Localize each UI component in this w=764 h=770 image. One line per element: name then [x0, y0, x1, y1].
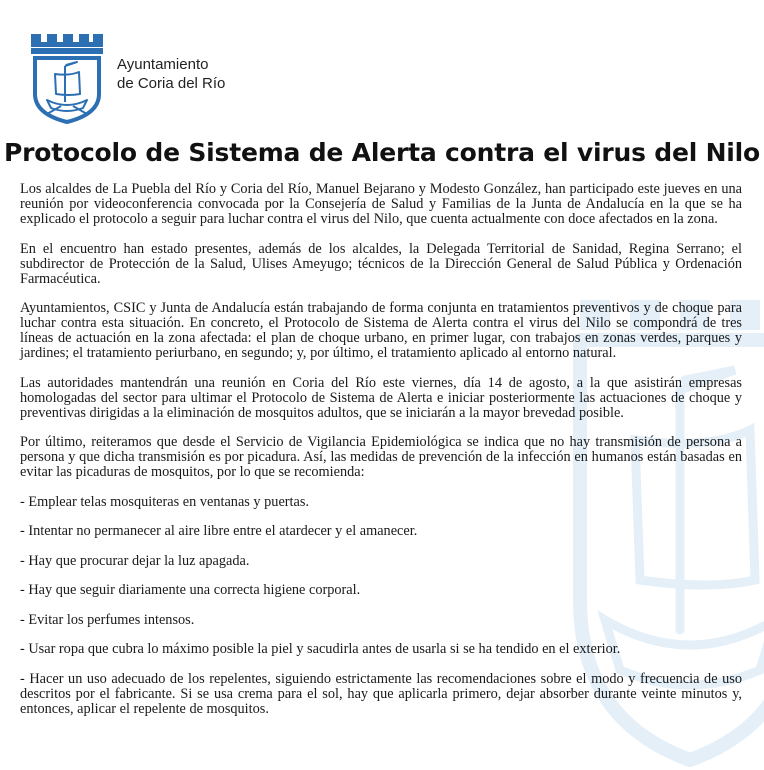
paragraph: Por último, reiteramos que desde el Servicio de Vigilancia Epidemiológica se indica que no hay transmisión de persona a persona y que dicha transmisión es por picadura. Así, las medidas de prevención de la infección en humanos están basadas en evitar las picaduras de mosquitos, por lo que se recomienda:	[20, 434, 742, 480]
recommendation-item: - Hay que procurar dejar la luz apagada.	[20, 552, 250, 569]
org-line-2: de Coria del Río	[117, 75, 226, 92]
coat-of-arms-logo	[27, 30, 107, 124]
recommendation-item: - Hacer un uso adecuado de los repelentes, siguiendo estrictamente las recomendaciones sobre el modo y frecuencia de uso descritos por el fabricante. Si se usa crema para el sol, hay que aplicarla primero, dejar absorber durante veinte minutos y, entonces, aplicar el repelente de mosquitos.	[20, 670, 742, 717]
org-line-1: Ayuntamiento	[117, 56, 209, 73]
header	[27, 30, 225, 124]
organization-name	[117, 55, 225, 93]
article-body	[20, 182, 742, 731]
paragraph: Las autoridades mantendrán una reunión en Coria del Río este viernes, día 14 de agosto, a la que asistirán empresas homologadas del sector para ultimar el Protocolo de Sistema de Alerta e iniciar posteriormente las actuaciones de choque y preventivas dirigidas a la eliminación de mosquitos adultos, que se iniciarán a la mayor brevedad posible.	[20, 374, 742, 421]
recommendation-item: - Evitar los perfumes intensos.	[20, 611, 195, 628]
page-title: Protocolo de Sistema de Alerta contra el virus del Nilo	[3, 138, 761, 167]
recommendation-item: - Hay que seguir diariamente una correcta higiene corporal.	[20, 582, 361, 598]
recommendation-item: - Usar ropa que cubra lo máximo posible la piel y sacudirla antes de usarla si se ha tendido en el exterior.	[20, 641, 621, 657]
paragraph: En el encuentro han estado presentes, además de los alcaldes, la Delegada Territorial de Sanidad, Regina Serrano; el subdirector de Protección de la Salud, Ulises Ameyugo; técnicos de la Dirección General de Salud Pública y Ordenación Farmacéutica.	[20, 240, 742, 287]
recommendation-item: - Emplear telas mosquiteras en ventanas y puertas.	[20, 493, 310, 510]
paragraph: Los alcaldes de La Puebla del Río y Coria del Río, Manuel Bejarano y Modesto González, han participado este jueves en una reunión por videoconferencia convocada por la Consejería de Salud y Familias de la Junta de Andalucía en la que se ha explicado el protocolo a seguir para luchar contra el virus del Nilo, que cuenta actualmente con doce afectados en la zona.	[20, 181, 742, 227]
recommendation-item: - Intentar no permanecer al aire libre entre el atardecer y el amanecer.	[20, 523, 418, 539]
paragraph: Ayuntamientos, CSIC y Junta de Andalucía están trabajando de forma conjunta en tratamientos preventivos y de choque para luchar contra esta situación. En concreto, el Protocolo de Sistema de Alerta contra el virus del Nilo se compondrá de tres líneas de actuación en la zona afectada: el plan de choque urbano, en primer lugar, con trabajos en zonas verdes, parques y jardines; el tratamiento periurbano, en segundo; y, por último, el tratamiento aplicado al entorno natural.	[20, 300, 742, 361]
